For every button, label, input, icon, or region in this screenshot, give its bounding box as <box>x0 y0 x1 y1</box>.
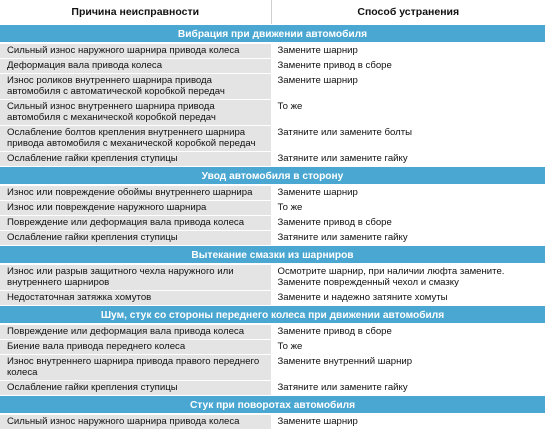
table-row <box>0 201 545 216</box>
table-row <box>0 152 545 167</box>
section-header <box>0 167 545 186</box>
cause-cell: Деформация вала привода колеса <box>0 59 271 74</box>
cause-cell: Ослабление гайки крепления ступицы <box>0 231 271 246</box>
fix-cell: То же <box>271 100 545 126</box>
table-row <box>0 291 545 306</box>
table-row <box>0 381 545 396</box>
fix-cell: Затяните или замените гайку <box>271 381 545 396</box>
fix-cell: Затяните или замените болты <box>271 126 545 152</box>
section-header <box>0 396 545 415</box>
cause-cell: Повреждение или деформация вала привода колеса <box>0 324 271 340</box>
section-header <box>0 306 545 325</box>
section-title: Вытекание смазки из шарниров <box>0 246 545 265</box>
cause-cell: Сильный износ наружного шарнира привода колеса <box>0 43 271 59</box>
fix-cell: Замените шарнир <box>271 414 545 430</box>
section-title: Шум, стук со стороны переднего колеса при движении автомобиля <box>0 306 545 325</box>
cause-cell: Сильный износ наружного шарнира привода колеса <box>0 414 271 430</box>
fix-cell: Замените и надежно затяните хомуты <box>271 291 545 306</box>
fix-cell: Замените шарнир <box>271 43 545 59</box>
table-row <box>0 355 545 381</box>
fix-cell: Затяните или замените гайку <box>271 152 545 167</box>
table-row <box>0 185 545 201</box>
fix-cell: Замените внутренний шарнир <box>271 355 545 381</box>
cause-cell: Повреждение или деформация вала привода колеса <box>0 216 271 231</box>
table-row <box>0 340 545 355</box>
cause-cell: Недостаточная затяжка хомутов <box>0 291 271 306</box>
fix-cell: Замените привод в сборе <box>271 216 545 231</box>
table-row <box>0 126 545 152</box>
header-row <box>0 0 545 25</box>
fix-cell: Осмотрите шарнир, при наличии люфта замените. Замените поврежденный чехол и смазку <box>271 264 545 291</box>
cause-cell: Износ внутреннего шарнира привода правого переднего колеса <box>0 355 271 381</box>
section-header <box>0 25 545 44</box>
table-row <box>0 74 545 100</box>
table-row <box>0 231 545 246</box>
cause-cell: Ослабление гайки крепления ступицы <box>0 152 271 167</box>
cause-cell: Биение вала привода переднего колеса <box>0 340 271 355</box>
table-row <box>0 216 545 231</box>
fix-cell: То же <box>271 340 545 355</box>
cause-cell: Ослабление болтов крепления внутреннего шарнира привода автомобиля с механической коробкой передач <box>0 126 271 152</box>
table-row <box>0 43 545 59</box>
fix-cell: Замените привод в сборе <box>271 59 545 74</box>
fix-cell: Затяните или замените гайку <box>271 231 545 246</box>
cause-cell: Ослабление гайки крепления ступицы <box>0 381 271 396</box>
fix-cell: Замените привод в сборе <box>271 324 545 340</box>
section-title: Стук при поворотах автомобиля <box>0 396 545 415</box>
section-title: Увод автомобиля в сторону <box>0 167 545 186</box>
cause-cell: Износ или разрыв защитного чехла наружного или внутреннего шарниров <box>0 264 271 291</box>
header-cause: Причина неисправности <box>0 0 271 25</box>
cause-cell: Износ роликов внутреннего шарнира привода автомобиля с автоматической коробкой передач <box>0 74 271 100</box>
fix-cell: Замените шарнир <box>271 74 545 100</box>
cause-cell: Износ или повреждение обоймы внутреннего шарнира <box>0 185 271 201</box>
table-row <box>0 414 545 430</box>
table-row <box>0 59 545 74</box>
cause-cell: Износ или повреждение наружного шарнира <box>0 201 271 216</box>
table-body <box>0 25 545 430</box>
section-header <box>0 246 545 265</box>
section-title: Вибрация при движении автомобиля <box>0 25 545 44</box>
table-row <box>0 324 545 340</box>
header-fix: Способ устранения <box>271 0 545 25</box>
fix-cell: То же <box>271 201 545 216</box>
fix-cell: Замените шарнир <box>271 185 545 201</box>
cause-cell: Сильный износ внутреннего шарнира привода автомобиля с механической коробкой передач <box>0 100 271 126</box>
table-row <box>0 264 545 291</box>
table-row <box>0 100 545 126</box>
